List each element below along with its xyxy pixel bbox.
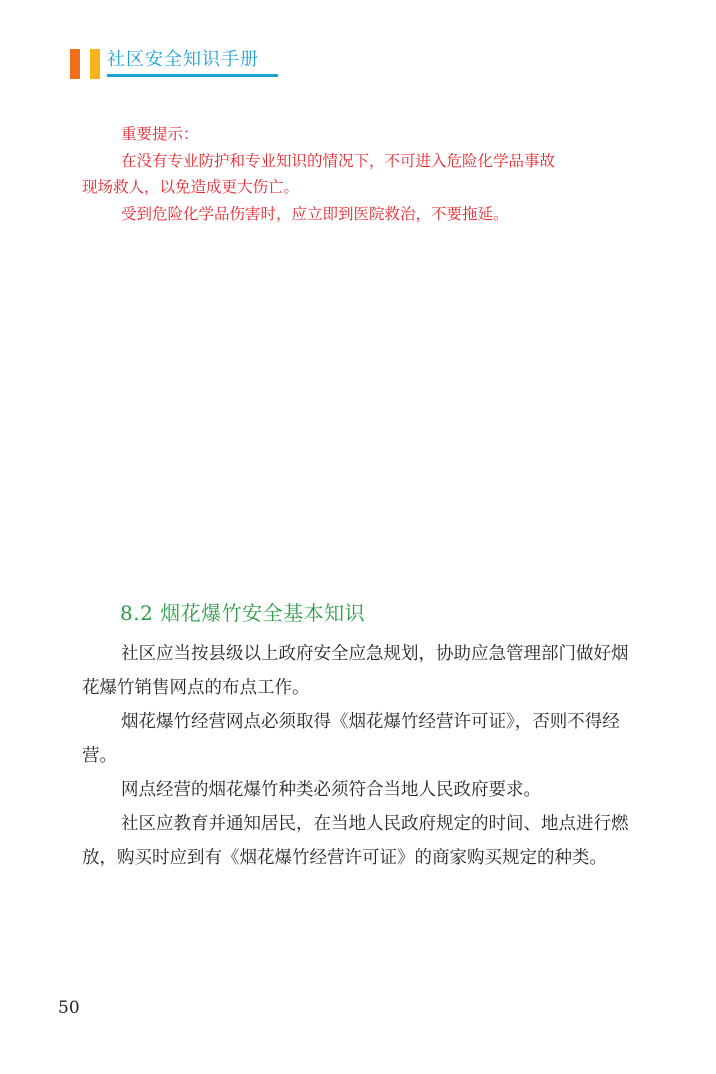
body-paragraph: 社区应当按县级以上政府安全应急规划，协助应急管理部门做好烟花爆竹销售网点的布点工作。 xyxy=(82,644,629,698)
notice-line: 在没有专业防护和专业知识的情况下，不可进入危险化学品事故 xyxy=(121,151,556,170)
important-notice xyxy=(82,121,642,227)
body-paragraph: 网点经营的烟花爆竹种类必须符合当地人民政府要求。 xyxy=(121,780,541,800)
notice-line: 受到危险化学品伤害时，应立即到医院救治，不要拖延。 xyxy=(121,204,509,223)
running-header xyxy=(70,45,300,85)
page-number: 50 xyxy=(58,998,80,1018)
book-title: 社区安全知识手册 xyxy=(107,49,259,70)
title-underline xyxy=(107,74,278,77)
section-body xyxy=(82,637,638,875)
section-heading: 8.2 烟花爆竹安全基本知识 xyxy=(120,601,366,625)
yellow-bar-decoration xyxy=(90,49,100,79)
body-paragraph: 烟花爆竹经营网点必须取得《烟花爆竹经营许可证》，否则不得经营。 xyxy=(82,712,620,766)
notice-heading: 重要提示： xyxy=(121,125,199,143)
body-paragraph: 社区应教育并通知居民，在当地人民政府规定的时间、地点进行燃放，购买时应到有《烟花爆竹经营许可证》的商家购买规定的种类。 xyxy=(82,814,629,868)
orange-bar-decoration xyxy=(70,49,80,79)
notice-line: 现场救人，以免造成更大伤亡。 xyxy=(82,178,300,196)
